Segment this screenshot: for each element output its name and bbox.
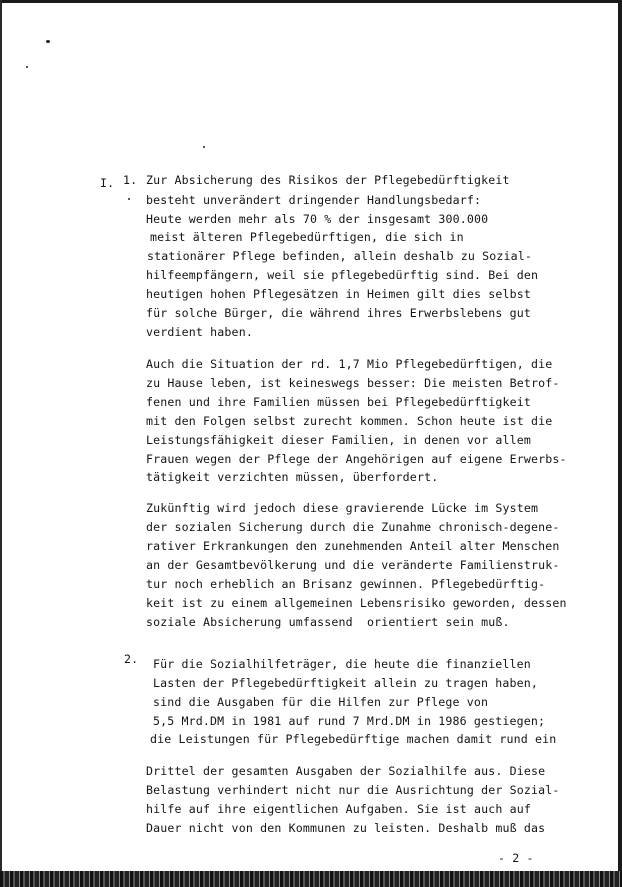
paragraph-4-line: die Leistungen für Pflegebedürftige machen damit rund ein xyxy=(150,732,557,746)
scan-speck xyxy=(203,146,205,148)
scan-speck xyxy=(26,66,28,68)
paragraph-5-line: Belastung verhindert nicht nur die Ausrichtung der Sozial- xyxy=(146,783,560,797)
paragraph-1-line: Heute werden mehr als 70 % der insgesamt 300.000 xyxy=(146,212,489,226)
scan-speck xyxy=(46,40,50,43)
paragraph-3-line: an der Gesamtbevölkerung und die veränderte Familienstruk- xyxy=(146,558,560,572)
paragraph-4-line: 5,5 Mrd.DM in 1981 auf rund 7 Mrd.DM in 1986 gestiegen; xyxy=(153,714,546,728)
paragraph-1-line: meist älteren Pflegebedürftigen, die sich in xyxy=(150,230,464,244)
paragraph-1-line: heutigen hohen Pflegesätzen in Heimen gilt dies selbst xyxy=(146,287,532,301)
paragraph-1-line: besteht unverändert dringender Handlungsbedarf: xyxy=(146,193,482,207)
paragraph-2-line: Leistungsfähigkeit dieser Familien, in denen vor allem xyxy=(146,433,532,447)
paragraph-1-line: stationärer Pflege befinden, allein deshalb zu Sozial- xyxy=(147,249,533,263)
item-number-2: 2. xyxy=(124,652,139,666)
paragraph-2-line: Auch die Situation der rd. 1,7 Mio Pflegebedürftigen, die xyxy=(146,357,553,371)
paragraph-3-line: der sozialen Sicherung durch die Zunahme chronisch-degene- xyxy=(146,520,560,534)
page-number: - 2 - xyxy=(498,851,534,865)
paragraph-4-line: sind die Ausgaben für die Hilfen zur Pflege von xyxy=(153,695,489,709)
scan-edge-left xyxy=(0,0,2,887)
paragraph-4-line: Lasten der Pflegebedürftigkeit allein zu tragen haben, xyxy=(153,676,539,690)
paragraph-4-line: Für die Sozialhilfeträger, die heute die finanziellen xyxy=(153,657,531,671)
scan-speck xyxy=(128,198,130,200)
scan-edge-top xyxy=(0,0,622,3)
paragraph-5-line: hilfe auf ihre eigentlichen Aufgaben. Sie ist auch auf xyxy=(146,802,532,816)
paragraph-3-line: keit ist zu einem allgemeinen Lebensrisiko geworden, dessen xyxy=(146,596,567,610)
paragraph-2-line: tätigkeit verzichten müssen, überfordert. xyxy=(146,470,439,484)
scan-edge-right xyxy=(618,0,622,887)
paragraph-2-line: Frauen wegen der Pflege der Angehörigen auf eigene Erwerbs- xyxy=(146,452,567,466)
paragraph-2-line: mit den Folgen selbst zurecht kommen. Schon heute ist die xyxy=(146,414,553,428)
paragraph-1-line: für solche Bürger, die während ihres Erwerbslebens gut xyxy=(146,306,532,320)
paragraph-1-line: hilfeempfängern, weil sie pflegebedürftig sind. Bei den xyxy=(146,268,539,282)
paragraph-1-line: verdient haben. xyxy=(146,325,253,339)
item-number-1: 1. xyxy=(123,173,138,187)
paragraph-3-line: tur noch erheblich an Brisanz gewinnen. Pflegebedürftig- xyxy=(146,577,546,591)
paragraph-3-line: soziale Absicherung umfassend orientiert sein muß. xyxy=(146,615,510,629)
paragraph-3-line: rativer Erkrankungen den zunehmenden Anteil alter Menschen xyxy=(146,539,560,553)
paragraph-5-line: Dauer nicht von den Kommunen zu leisten. Deshalb muß das xyxy=(146,821,546,835)
section-roman-numeral: I. xyxy=(100,176,115,190)
scan-edge-bottom xyxy=(0,871,622,887)
paragraph-5-line: Drittel der gesamten Ausgaben der Sozialhilfe aus. Diese xyxy=(146,764,546,778)
paragraph-1-line: Zur Absicherung des Risikos der Pflegebedürftigkeit xyxy=(146,173,510,187)
paragraph-2-line: fenen und ihre Familien müssen bei Pflegebedürftigkeit xyxy=(146,395,532,409)
paragraph-2-line: zu Hause leben, ist keineswegs besser: Die meisten Betrof- xyxy=(146,376,560,390)
paragraph-3-line: Zukünftig wird jedoch diese gravierende Lücke im System xyxy=(146,501,539,515)
